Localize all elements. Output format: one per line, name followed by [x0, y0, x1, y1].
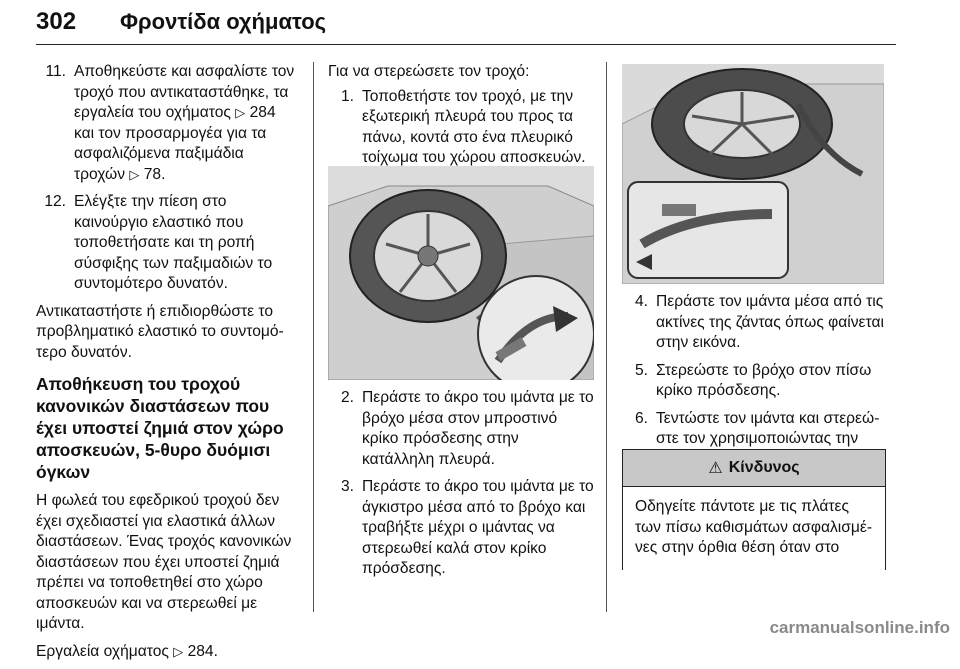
- watermark: carmanualsonline.info: [769, 618, 950, 637]
- page-title: Φροντίδα οχήματος: [120, 9, 327, 34]
- column-divider: [313, 62, 314, 612]
- reference-arrow-icon: ▷: [235, 105, 246, 120]
- page-reference[interactable]: 78.: [143, 165, 166, 183]
- paragraph: Αντικαταστήστε ή επιδιορθώστε το προβληματικό ελαστικό το συντομότερο δυνατόν.: [36, 302, 284, 361]
- item-number: 2.: [340, 389, 354, 406]
- item-number: 6.: [634, 409, 648, 427]
- warning-triangle-icon: ⚠: [708, 460, 723, 477]
- item-number: 5.: [634, 361, 648, 379]
- item-text: Περάστε τον ιμάντα μέσα από τις ακτίνες της ζάντας όπως φαίνεται στην εικόνα.: [656, 293, 884, 351]
- danger-header: [623, 450, 885, 487]
- paragraph: Εργαλεία οχήματος ▷ 284.: [36, 642, 218, 660]
- item-text: Στερεώστε το βρόχο στον πίσω κρίκο πρόσδεσης.: [656, 361, 872, 399]
- item-number: 12.: [44, 193, 66, 210]
- middle-column: [328, 62, 594, 176]
- strap-illustration: [622, 64, 884, 284]
- page-header: [36, 4, 896, 45]
- column-divider: [606, 62, 607, 612]
- list-item: [622, 292, 888, 354]
- page-number: 302: [36, 8, 77, 35]
- danger-title: Κίνδυνος: [728, 459, 800, 476]
- list-item: [328, 87, 594, 169]
- list-item: [36, 192, 298, 295]
- list-item: [328, 477, 594, 580]
- item-number: 3.: [340, 478, 354, 495]
- section-heading: Αποθήκευση του τροχού κανονικών διαστάσεων που έχει υποστεί ζημιά στον χώρο αποσκευών, 5-θυρο δυόμισι όγκων: [36, 374, 284, 482]
- trunk-wheel-illustration: [328, 166, 594, 380]
- item-text: Τοποθετήστε τον τροχό, με την εξωτερική πλευρά του προς τα πάνω, κοντά στο ένα πλευρικό τοίχωμα του χώρου αποσκευών.: [362, 87, 586, 166]
- item-text: Τεντώστε τον ιμάντα και στερεώστε τον χρησιμοποιώντας την: [656, 409, 880, 447]
- danger-box: [622, 449, 886, 570]
- page-reference[interactable]: 284: [249, 104, 276, 121]
- reference-arrow-icon: ▷: [173, 643, 184, 659]
- list-item: [36, 62, 298, 185]
- paragraph: Η φωλεά του εφεδρικού τροχού δεν έχει σχεδιαστεί για ελαστικά άλλων διαστάσεων. Ένας τροχός κανονικών διαστάσεων που έχει υποστεί ζημιά πρέπει να τοποθετηθεί στο χώρο αποσκευών και να στερεωθεί με ιμάντα.: [36, 492, 292, 632]
- list-item: [328, 388, 594, 470]
- strap-through-rim-illustration: [622, 64, 884, 284]
- item-number: 11.: [45, 63, 66, 80]
- item-number: 1.: [340, 87, 354, 105]
- middle-column-lower: [328, 388, 594, 587]
- page-reference[interactable]: 284.: [187, 642, 218, 660]
- intro-text: Για να στερεώσετε τον τροχό:: [328, 63, 530, 80]
- left-column: [36, 62, 298, 669]
- item-text: Περάστε το άκρο του ιμάντα με το βρόχο μέσα στον μπροστινό κρίκο πρόσδεσης στην κατάλληλη πλευρά.: [362, 389, 594, 468]
- item-text: Ελέγξτε την πίεση στο καινούργιο ελαστικό που τοποθετήσατε και τη ροπή σύσφιξης των παξιμαδιών το συντομότερο δυνατόν.: [74, 193, 273, 292]
- item-text: Περάστε το άκρο του ιμάντα με το άγκιστρο μέσα από το βρόχο και τραβήξτε μέχρι ο ιμάντας να στερεωθεί καλά στον κρίκο πρόσδεσης.: [362, 478, 594, 577]
- item-text: Αποθηκεύστε και ασφαλίστε τον τροχό που αντικαταστάθηκε, τα εργαλεία του οχήματος ▷ 284 και τον προσαρμογέα για τα ασφαλιζόμενα παξιμάδια τροχών ▷ 78.: [74, 63, 295, 183]
- reference-arrow-icon: ▷: [129, 166, 140, 182]
- wheel-in-trunk-illustration: [328, 166, 594, 380]
- item-number: 4.: [634, 293, 648, 310]
- list-item: [622, 361, 888, 402]
- danger-text: Οδηγείτε πάντοτε με τις πλάτες των πίσω καθισμάτων ασφαλισμένες στην όρθια θέση όταν στο: [635, 498, 873, 556]
